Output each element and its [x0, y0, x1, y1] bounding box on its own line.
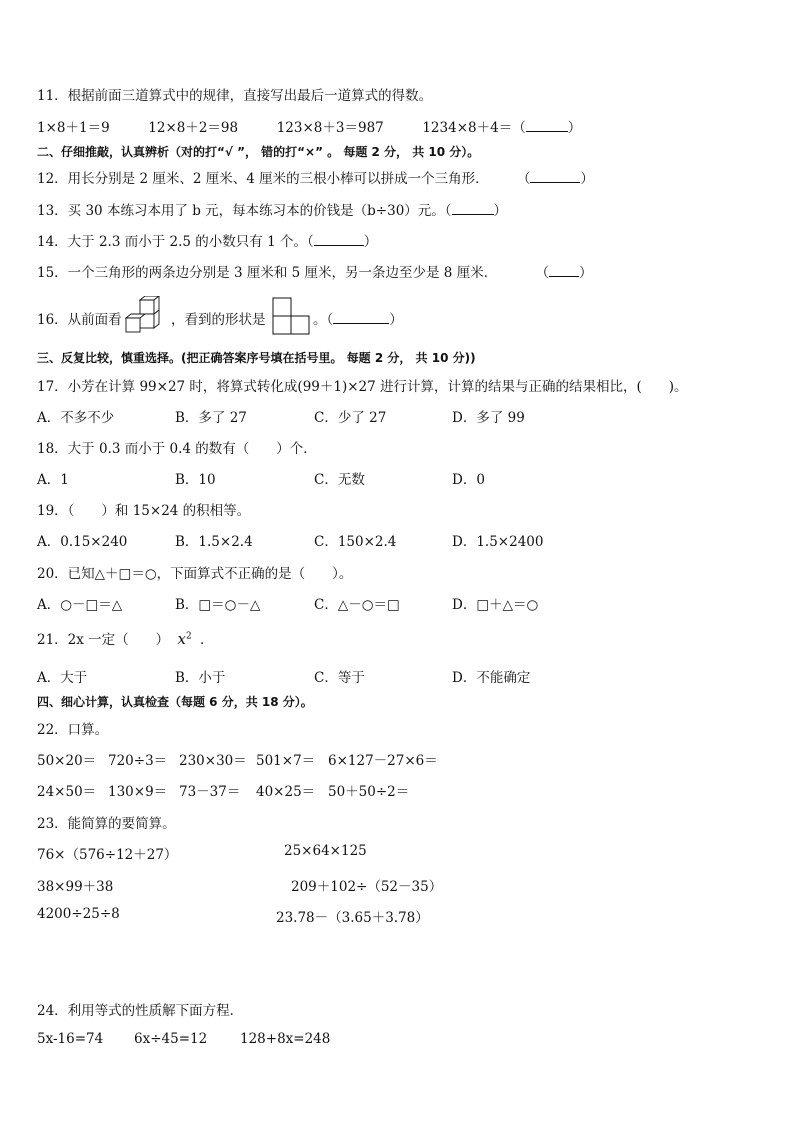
option-d[interactable]: D．1.5×2400 — [452, 534, 544, 550]
option-b[interactable]: B．10 — [175, 472, 216, 488]
question-23-text: 23．能简算的要简算。 — [37, 816, 176, 832]
equation-item: 128+8x=248 — [240, 1031, 331, 1047]
option-b[interactable]: B．1.5×2.4 — [175, 534, 253, 550]
answer-blank[interactable] — [314, 233, 364, 246]
oral-calc-item: 24×50＝ — [37, 784, 97, 800]
equation-2: 12×8＋2＝98 — [148, 120, 239, 136]
simplify-item: 23.78－（3.65＋3.78） — [276, 910, 429, 926]
answer-blank[interactable] — [530, 170, 580, 183]
oral-calc-item: 6×127－27×6＝ — [328, 753, 438, 769]
answer-blank[interactable] — [526, 119, 568, 132]
oral-calc-item: 40×25＝ — [256, 784, 316, 800]
simplify-item: 76×（576÷12＋27） — [37, 847, 178, 863]
simplify-item: 4200÷25÷8 — [37, 906, 120, 922]
option-c[interactable]: C．少了 27 — [314, 410, 387, 426]
option-d[interactable]: D．□＋△＝○ — [452, 597, 539, 613]
equation-1: 1×8＋1＝9 — [37, 120, 110, 136]
oral-calc-item: 501×7＝ — [256, 753, 316, 769]
front-view-shape-icon — [272, 296, 312, 336]
question-12 — [37, 167, 594, 187]
equation-4: 1234×8＋4＝（ — [422, 120, 526, 136]
question-17-text: 17．小芳在计算 99×27 时，将算式转化成(99＋1)×27 进行计算，计算的结果与正确的结果相比，( )。 — [37, 379, 688, 395]
question-21 — [37, 628, 213, 648]
paren-close: ） — [580, 171, 594, 187]
variable-x: x — [177, 630, 186, 648]
option-c[interactable]: C．△－○＝□ — [314, 597, 400, 613]
option-b[interactable]: B．□＝○－△ — [175, 597, 261, 613]
option-a[interactable]: A．0.15×240 — [37, 534, 128, 550]
option-c[interactable]: C．无数 — [314, 472, 365, 488]
paren-close: ） — [567, 120, 582, 136]
oral-calc-item: 50×20＝ — [37, 753, 97, 769]
option-a[interactable]: A．○－□＝△ — [37, 597, 123, 613]
paren-close: ） — [389, 312, 403, 328]
option-b[interactable]: B．多了 27 — [175, 410, 247, 426]
question-13-text: 13．买 30 本练习本用了 b 元，每本练习本的价钱是（b÷30）元。（ — [37, 203, 452, 219]
option-d[interactable]: D．0 — [452, 472, 485, 488]
exponent: 2 — [185, 631, 192, 642]
simplify-item: 209＋102÷（52－35） — [291, 879, 443, 895]
option-c[interactable]: C．150×2.4 — [314, 534, 397, 550]
section-2-heading: 二、仔细推敲，认真辨析（对的打“√ ”， 错的打“×” 。 每题 2 分， 共 10 分）。 — [37, 145, 480, 159]
question-16-text: 16．从前面看 — [37, 312, 122, 328]
answer-blank[interactable] — [549, 264, 579, 277]
equation-3: 123×8＋3＝987 — [276, 120, 384, 136]
paren-open: （ — [516, 171, 531, 187]
option-a[interactable]: A．1 — [37, 472, 69, 488]
paren-close: ） — [579, 265, 593, 281]
paren-open: 。（ — [313, 312, 334, 328]
question-16-text-2: ，看到的形状是 — [171, 312, 266, 328]
oral-calc-item: 720÷3＝ — [108, 753, 168, 769]
option-d[interactable]: D．多了 99 — [452, 410, 525, 426]
question-15-text: 15．一个三角形的两条边分别是 3 厘米和 5 厘米，另一条边至少是 8 厘米． — [37, 265, 498, 281]
option-d[interactable]: D．不能确定 — [452, 670, 531, 686]
option-c[interactable]: C．等于 — [314, 670, 365, 686]
question-12-text: 12．用长分别是 2 厘米、2 厘米、4 厘米的三根小棒可以拼成一个三角形． — [37, 171, 489, 187]
section-4-heading: 四、细心计算，认真检查（每题 6 分，共 18 分）。 — [37, 695, 313, 709]
oral-calc-item: 130×9＝ — [108, 784, 168, 800]
simplify-item: 38×99＋38 — [37, 879, 114, 895]
question-14 — [37, 230, 377, 250]
oral-calc-item: 50＋50÷2＝ — [328, 784, 410, 800]
question-11-text: 11．根据前面三道算式中的规律，直接写出最后一道算式的得数。 — [37, 88, 433, 104]
question-20-text: 20．已知△＋□＝○，下面算式不正确的是（ ）。 — [37, 566, 353, 582]
question-18-text: 18．大于 0.3 而小于 0.4 的数有（ ）个． — [37, 441, 317, 457]
question-19-text: 19．（ ）和 15×24 的积相等。 — [37, 503, 251, 519]
question-24-text: 24．利用等式的性质解下面方程． — [37, 1003, 244, 1019]
answer-blank[interactable] — [452, 202, 494, 215]
question-13 — [37, 199, 507, 219]
answer-blank[interactable] — [333, 311, 389, 324]
equation-item: 5x-16=74 — [37, 1031, 104, 1047]
oral-calc-item: 73－37＝ — [179, 784, 241, 800]
question-22-text: 22．口算。 — [37, 722, 109, 738]
period: ． — [199, 632, 214, 648]
option-b[interactable]: B．小于 — [175, 670, 226, 686]
section-3-heading: 三、反复比较，慎重选择。(把正确答案序号填在括号里。 每题 2 分， 共 10 分)) — [37, 351, 476, 365]
option-a[interactable]: A．不多不少 — [37, 410, 115, 426]
paren-close: ） — [363, 234, 378, 250]
question-11-equations — [37, 116, 581, 136]
cube-stack-icon — [124, 296, 164, 336]
paren-open: （ — [535, 265, 549, 281]
option-a[interactable]: A．大于 — [37, 670, 88, 686]
simplify-item: 25×64×125 — [284, 843, 367, 859]
equation-item: 6x÷45=12 — [134, 1031, 208, 1047]
question-21-text: 21．2x 一定（ ） — [37, 632, 170, 648]
question-15 — [37, 261, 593, 281]
paren-close: ） — [493, 203, 508, 219]
oral-calc-item: 230×30＝ — [179, 753, 247, 769]
question-14-text: 14．大于 2.3 而小于 2.5 的小数只有 1 个。（ — [37, 234, 314, 250]
